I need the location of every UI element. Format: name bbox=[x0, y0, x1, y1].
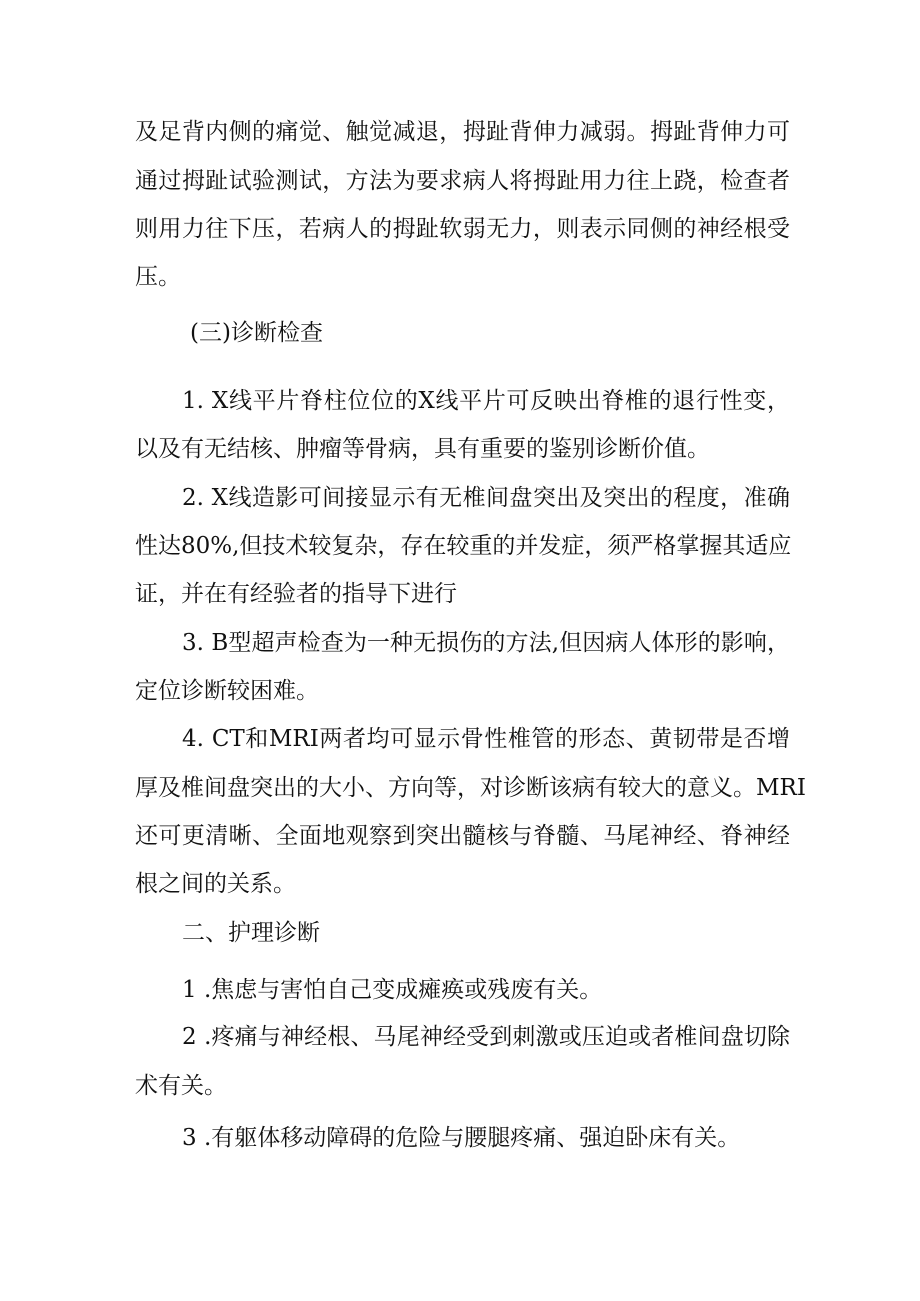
text-line: 定位诊断较困难。 bbox=[135, 678, 319, 704]
text-line: 1 .焦虑与害怕自己变成瘫痪或残废有关。 bbox=[182, 977, 603, 1003]
section-heading: 二、护理诊断 bbox=[182, 920, 320, 946]
text-line: 2. X线造影可间接显示有无椎间盘突出及突出的程度，准确 bbox=[182, 485, 790, 511]
text-line: 还可更清晰、全面地观察到突出髓核与脊髓、马尾神经、脊神经 bbox=[135, 823, 790, 849]
text-line: 1. X线平片脊柱位位的X线平片可反映出脊椎的退行性变， bbox=[182, 388, 790, 414]
text-line: 压。 bbox=[135, 264, 181, 290]
text-line: 证，并在有经验者的指导下进行 bbox=[135, 581, 457, 607]
text-line: 通过拇趾试验测试，方法为要求病人将拇趾用力往上跷，检查者 bbox=[135, 168, 790, 194]
text-line: 及足背内侧的痛觉、触觉减退，拇趾背伸力减弱。拇趾背伸力可 bbox=[135, 119, 790, 145]
text-line: 2 .疼痛与神经根、马尾神经受到刺激或压迫或者椎间盘切除 bbox=[182, 1024, 790, 1050]
text-line: 术有关。 bbox=[135, 1073, 227, 1099]
section-heading: (三)诊断检查 bbox=[190, 320, 323, 346]
text-line: 以及有无结核、肿瘤等骨病，具有重要的鉴别诊断价值。 bbox=[135, 436, 710, 462]
text-line: 性达80%,但技术较复杂，存在较重的并发症，须严格掌握其适应 bbox=[135, 533, 792, 559]
text-line: 3. B型超声检查为一种无损伤的方法,但因病人体形的影响， bbox=[182, 630, 790, 656]
text-line: 3 .有躯体移动障碍的危险与腰腿疼痛、强迫卧床有关。 bbox=[182, 1125, 741, 1151]
text-line: 根之间的关系。 bbox=[135, 871, 296, 897]
text-line: 则用力往下压，若病人的拇趾软弱无力，则表示同侧的神经根受 bbox=[135, 216, 790, 242]
text-line: 厚及椎间盘突出的大小、方向等，对诊断该病有较大的意义。MRI bbox=[135, 775, 806, 801]
text-line: 4. CT和MRI两者均可显示骨性椎管的形态、黄韧带是否增 bbox=[182, 726, 790, 752]
